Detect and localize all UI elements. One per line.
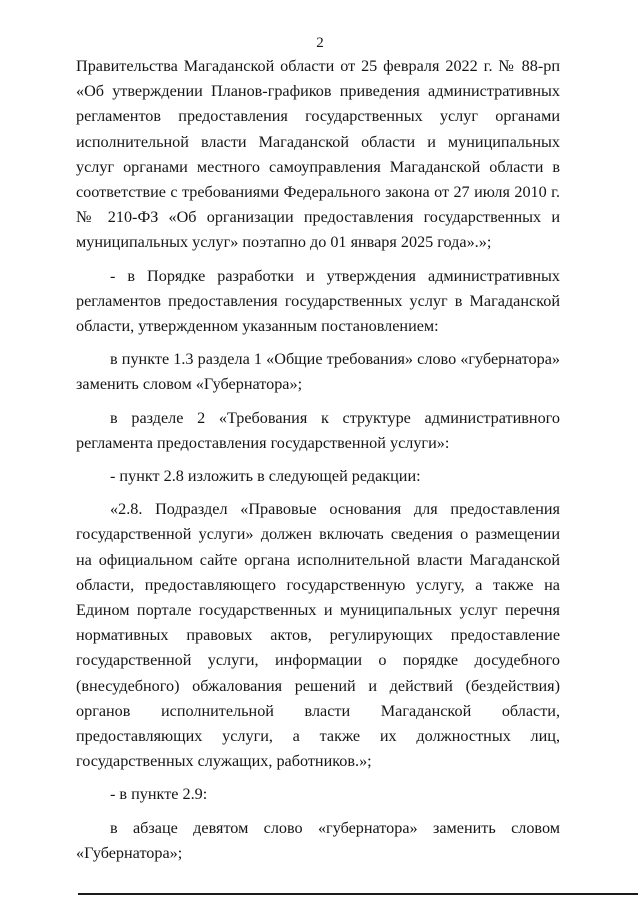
- paragraph-point-2-9-intro: - в пункте 2.9:: [110, 785, 208, 804]
- paragraph-point-2-9-text: в абзаце девятом слово «губернатора» заменить словом «Губернатора»;: [76, 818, 560, 862]
- paragraph-procedure: - в Порядке разработки и утверждения административных регламентов предоставления государственных услуг в Магаданской области, утвержденном указанным постановлением:: [76, 266, 560, 336]
- paragraph-point-2-8-text: «2.8. Подраздел «Правовые основания для предоставления государственной услуги» должен включать сведения о размещении на официальном сайте органа исполнительной власти Магаданской области, предоставляющего государственную услугу, а также на Едином портале государственных и муниципальных услуг перечня нормативных правовых актов, регулирующих предоставление государственной услуги, информации о порядке досудебного (внесудебного) обжалования решений и действий (бездействия) органов исполнительной власти Магаданской области, предоставляющих услуги, а также их должностных лиц, государственных служащих, работников.»;: [76, 500, 560, 771]
- paragraph-point-1-3: в пункте 1.3 раздела 1 «Общие требования» слово «губернатора» заменить словом «Губернатора»;: [76, 350, 560, 394]
- document-body: [76, 54, 560, 874]
- page-bottom-divider: [78, 893, 638, 895]
- paragraph-point-2-8-intro: - пункт 2.8 изложить в следующей редакции:: [110, 467, 421, 486]
- paragraph-section-2: в разделе 2 «Требования к структуре административного регламента предоставления государственной услуги»:: [76, 408, 560, 452]
- paragraph-continuation: Правительства Магаданской области от 25 февраля 2022 г. № 88-рп «Об утверждении Планов-графиков приведения административных регламентов предоставления государственных услуг органами исполнительной власти Магаданской области и муниципальных услуг органами местного самоуправления Магаданской области в соответствие с требованиями Федерального закона от 27 июля 2010 г. № 210-ФЗ «Об организации предоставления государственных и муниципальных услуг» поэтапно до 01 января 2025 года».»;: [76, 57, 560, 252]
- page-number: 2: [316, 35, 324, 51]
